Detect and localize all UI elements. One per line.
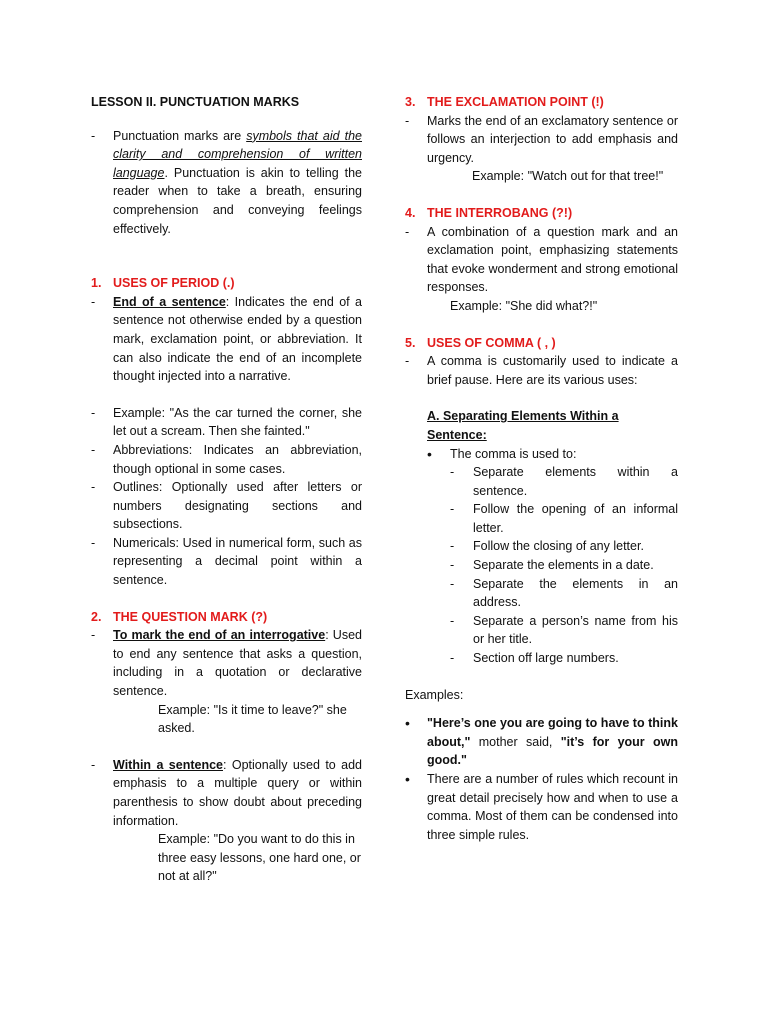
period-abbreviations: - Abbreviations: Indicates an abbreviation, though optional in some cases. [91, 441, 362, 478]
comma-example-1-quote-a: "Here’s one you are going to have to think about," [427, 716, 678, 749]
intro-text-2: . Punctuation is akin to telling the reader when to take a breath, ensuring comprehension and conveying feelings effectively. [113, 165, 362, 236]
question-example-2: Example: "Do you want to do this in three easy lessons, one hard one, or not at all?" [158, 832, 361, 884]
period-end-of-sentence [91, 293, 362, 386]
comma-use-item: - Separate the elements in a date. [405, 556, 678, 575]
section-4-title: THE INTERROBANG (?!) [427, 205, 573, 220]
comma-use-item: - Separate a person’s name from his or her title. [405, 612, 678, 649]
period-outlines: - Outlines: Optionally used after letters or numbers designating sections and subsections. [91, 478, 362, 534]
section-3-title: THE EXCLAMATION POINT (!) [427, 95, 604, 109]
comma-subheading: A. Separating Elements Within a Sentence: [427, 409, 619, 442]
section-1-heading [91, 274, 362, 293]
intro-emphasis: symbols that aid the clarity and comprehension of written language [113, 128, 362, 180]
period-item-text: : Indicates the end of a sentence not otherwise ended by a question mark, exclamation point, or abbreviation. It can also indicate the end of an incomplete thought injected into a narrative. [113, 294, 362, 384]
period-item-label: End of a sentence [113, 294, 226, 309]
exclamation-description: - Marks the end of an exclamatory sentence or follows an interjection to add emphasis and urgency. [405, 112, 678, 168]
period-example: - Example: "As the car turned the corner, she let out a scream. Then she fainted." [91, 404, 362, 441]
section-1-title: USES OF PERIOD (.) [113, 276, 235, 291]
section-5-title: USES OF COMMA ( , ) [427, 335, 556, 350]
question-item1-text: : Used to end any sentence that asks a question, including in a quotation or declarative sentence. [113, 628, 362, 699]
period-numericals: - Numericals: Used in numerical form, such as representing a decimal point within a sentence. [91, 534, 362, 590]
intro-text-1: Punctuation marks are [113, 128, 247, 143]
examples-label: Examples: [405, 687, 464, 702]
question-within-sentence [91, 756, 362, 830]
question-item2-text: : Optionally used to add emphasis to a multiple query or within parenthesis to show doubt about preceding information. [113, 757, 362, 828]
section-4-heading [405, 204, 678, 223]
question-item1-label: To mark the end of an interrogative [113, 628, 326, 643]
comma-use-item: - Follow the opening of an informal letter. [405, 500, 678, 537]
interrobang-description: - A combination of a question mark and an exclamation point, emphasizing statements that evoke wonderment and strong emotional responses. [405, 223, 678, 297]
section-5-number: 5. [405, 335, 416, 350]
comma-uses-intro: • The comma is used to: [405, 445, 678, 464]
question-end-of-interrogative [91, 626, 362, 700]
question-item2-label: Within a sentence [113, 757, 223, 772]
exclamation-example: Example: "Watch out for that tree!" [472, 169, 664, 184]
comma-example-1 [405, 714, 678, 770]
comma-use-item: - Separate elements within a sentence. [405, 463, 678, 500]
lesson-title: LESSON II. PUNCTUATION MARKS [91, 95, 300, 109]
comma-example-2: • There are a number of rules which recount in great detail precisely how and when to use a comma. Most of them can be condensed into three simple rules. [405, 770, 678, 844]
section-2-title: THE QUESTION MARK (?) [113, 609, 268, 624]
section-2-number: 2. [91, 609, 102, 624]
section-2-heading [91, 608, 362, 627]
comma-example-1-quote-b: "it’s for your own good." [427, 734, 678, 768]
comma-example-1-middle: mother said, [470, 734, 561, 749]
section-4-number: 4. [405, 205, 416, 220]
interrobang-example: Example: "She did what?!" [450, 298, 598, 313]
section-3-heading [405, 93, 678, 112]
comma-description: - A comma is customarily used to indicate a brief pause. Here are its various uses: [405, 352, 678, 389]
right-column [405, 93, 678, 844]
section-1-number: 1. [91, 276, 102, 291]
question-example-1: Example: "Is it time to leave?" she asked. [158, 702, 347, 736]
section-3-number: 3. [405, 95, 416, 109]
comma-use-item: - Separate the elements in an address. [405, 575, 678, 612]
intro-paragraph [91, 127, 362, 239]
section-5-heading [405, 334, 678, 353]
comma-use-item: - Section off large numbers. [405, 649, 678, 668]
comma-use-item: - Follow the closing of any letter. [405, 537, 678, 556]
left-column [91, 93, 362, 886]
